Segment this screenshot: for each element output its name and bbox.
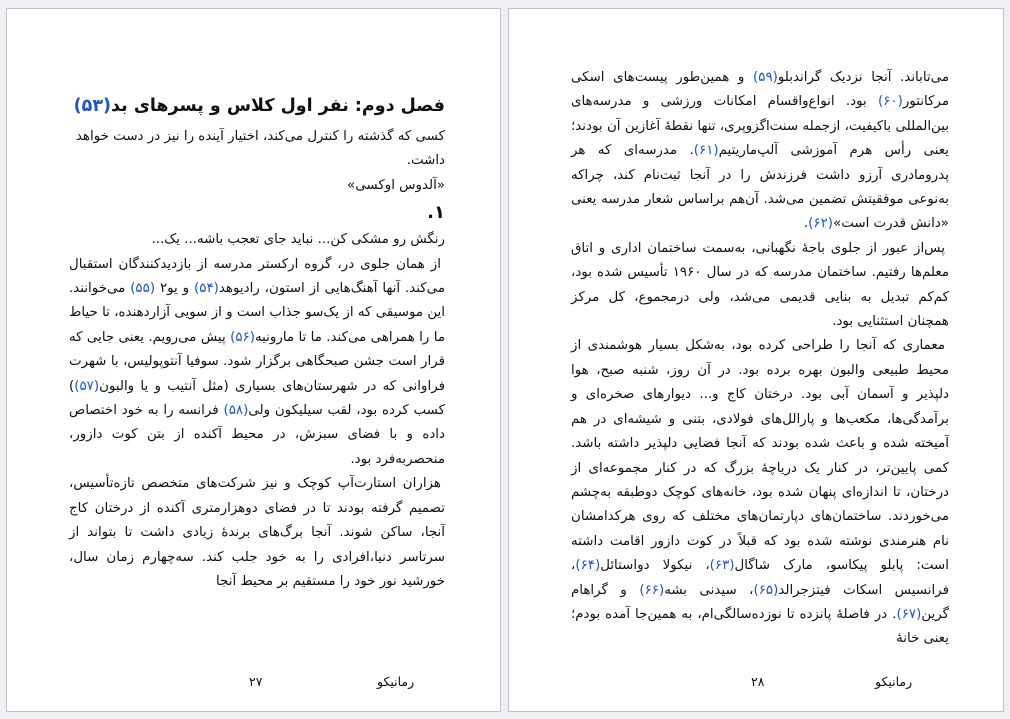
page-27 <box>6 8 501 712</box>
text: ، فرانسیس اسکات فیتزجرالد <box>571 558 949 598</box>
footnote-ref[interactable]: (۵۵) <box>130 281 156 297</box>
footnote-ref[interactable]: (۵۶) <box>230 329 255 345</box>
text: . <box>803 216 809 232</box>
footnote-ref[interactable]: (۵۴) <box>194 281 219 297</box>
chapter-title-text: فصل دوم: نفر اول کلاس و پسرهای بد <box>111 96 445 116</box>
paragraph <box>571 66 949 237</box>
epigraph: کسی که گذشته را کنترل می‌کند، اختیار آینده را نیز در دست خواهد داشت. <box>75 129 445 169</box>
paragraph: هزاران استارت‌آپ کوچک و نیز شرکت‌های متخصص تازه‌تأسیس، تصمیم گرفته بودند تا در فضای دوهزارمتری آکنده از درختان کاج آنجا، ساکن شوند. آنجا برگ‌های برندهٔ زیادی داشت تا بتواند از سرتاسر دنیا،افرادی را به خود جلب کند. سه‌چهارم زمان سال، خورشید نور خود را مستقیم بر محیط آنجا <box>69 476 445 589</box>
page-number: ۲۸ <box>751 674 765 689</box>
footnote-ref[interactable]: (۵۳) <box>73 96 112 116</box>
text: . در فاصلهٔ پانزده تا نوزده‌سالگی‌ام، به همین‌جا آمده بودم؛ یعنی خانهٔ <box>571 606 949 647</box>
footnote-ref[interactable]: (۶۰) <box>877 94 903 110</box>
text: معماری که آنجا را طراحی کرده بود، به‌شکل بسیار هوشمندی از محیط طبیعی والبون بهره برده بود. در آن روز، شنبه صبح، هوا دلپذیر و آسمان آبی بود. درختان کاج و... دیوارهای صخره‌ای و برآمدگی‌ها، مکعب‌ها و پارالل‌های فولادی، بتنی و شیشه‌ای در هم آمیخته شده و باعث شده بودند که آنجا فضایی دلپذیر داشته باشد. کمی پایین‌تر، در کنار یک دریاچهٔ بزرگ که در کنار مجموعه‌ای از درختان، تا اندازه‌ای پنهان شده بود، خانه‌های کوچک دوطبقه به‌چشم می‌خوردند. ساختمان‌های دپارتمان‌های مختلف که روی هرکدامشان نام هنرمندی نوشته شده بود که قبلاً در کوت دازور اقامت داشته است: پابلو پیکاسو، مارک شاگال <box>571 338 949 574</box>
epigraph-author: «آلدوس اوکسی» <box>347 177 445 193</box>
page-28 <box>508 8 1004 712</box>
text: بود. انواع‌واقسام امکانات ورزشی و مدرسه‌های بین‌المللی باکیفیت، ازجمله سنت‌اگزوپری، تنها نقطهٔ آغازین آن بودند؛ یعنی رأس هرم آموزشی آلپ‌ماریتیم <box>571 94 949 159</box>
text: پیش می‌رویم. یعنی جایی که قرار است جشن صبحگاهی برگزار شود. سوفیا آنتوپولیس، با شهرت فراوانی که در شهرستان‌های بسیاری (مثل آنتیب و یا والبون <box>69 329 445 394</box>
footnote-ref[interactable]: (۶۷) <box>896 606 922 622</box>
text: و یو۲ <box>155 281 195 297</box>
footnote-ref[interactable]: (۵۸) <box>223 403 249 419</box>
book-name: رمانیکو <box>377 674 415 689</box>
footnote-ref[interactable]: (۶۵) <box>753 582 779 598</box>
text: و همین‌طور پیست‌های اسکی مرکانتور <box>571 70 949 110</box>
footnote-ref[interactable]: (۶۴) <box>575 558 601 574</box>
text: فرانسه را به خود اختصاص داده و با فضای سبزش، در محیط آکنده از بتن کوت دازور، منحصربه‌فرد بود. <box>69 403 445 467</box>
text: . مدرسه‌ای که هر پدرومادری آرزو داشت فرزندش را در آنجا ثبت‌نام کند، چراکه به‌نوعی موفقیتش تضمین می‌شد. آن‌هم براساس شعار مدرسه یعنی «دانش قدرت است» <box>571 143 949 232</box>
text: ، نیکولا دواستائل <box>600 558 710 574</box>
footnote-ref[interactable]: (۶۳) <box>709 558 735 574</box>
page-28-body <box>571 66 949 652</box>
footnote-ref[interactable]: (۵۹) <box>753 70 778 85</box>
footnote-ref[interactable]: (۶۶) <box>639 582 665 598</box>
footnote-ref[interactable]: (۵۷) <box>74 378 100 394</box>
paragraph <box>69 253 445 473</box>
text: ، سیدنی بشه <box>664 582 754 598</box>
paragraph: پس‌از عبور از جلوی باجهٔ نگهبانی، به‌سمت ساختمان اداری و اتاق معلم‌ها رفتیم. ساختمان مدرسه که در سال ۱۹۶۰ تأسیس شده بود، کم‌کم تبدیل به بنایی قدیمی می‌شد، ولی درمجموع، کل مرکز همچنان استثنایی بود. <box>571 240 949 330</box>
chapter-title <box>69 91 445 121</box>
text: از همان جلوی در، گروه ارکستر مدرسه از بازدیدکنندگان استقبال می‌کند. آنها آهنگ‌هایی از استون، رادیوهد <box>69 256 446 297</box>
paragraph <box>571 334 949 651</box>
section-number: ۱. <box>427 202 445 224</box>
book-name: رمانیکو <box>875 674 913 689</box>
text: و گراهام گرین <box>571 582 949 622</box>
text: می‌تاباند. آنجا نزدیک گراندبلو <box>777 70 949 85</box>
text: ) کسب کرده بود، لقب سیلیکون ولی <box>69 378 445 419</box>
intro-line: رنگش رو مشکی کن... نباید جای تعجب باشه... یک... <box>151 232 445 248</box>
footnote-ref[interactable]: (۶۱) <box>693 143 719 159</box>
page-27-body <box>69 91 445 594</box>
text: می‌خوانند. این موسیقی که از یک‌سو جذاب است و از سویی آزاردهنده، تا حیاط ما را همراهی می‌کند. ما تا مارونیه <box>69 281 445 345</box>
page-number: ۲۷ <box>249 674 263 689</box>
footnote-ref[interactable]: (۶۲) <box>808 216 834 232</box>
